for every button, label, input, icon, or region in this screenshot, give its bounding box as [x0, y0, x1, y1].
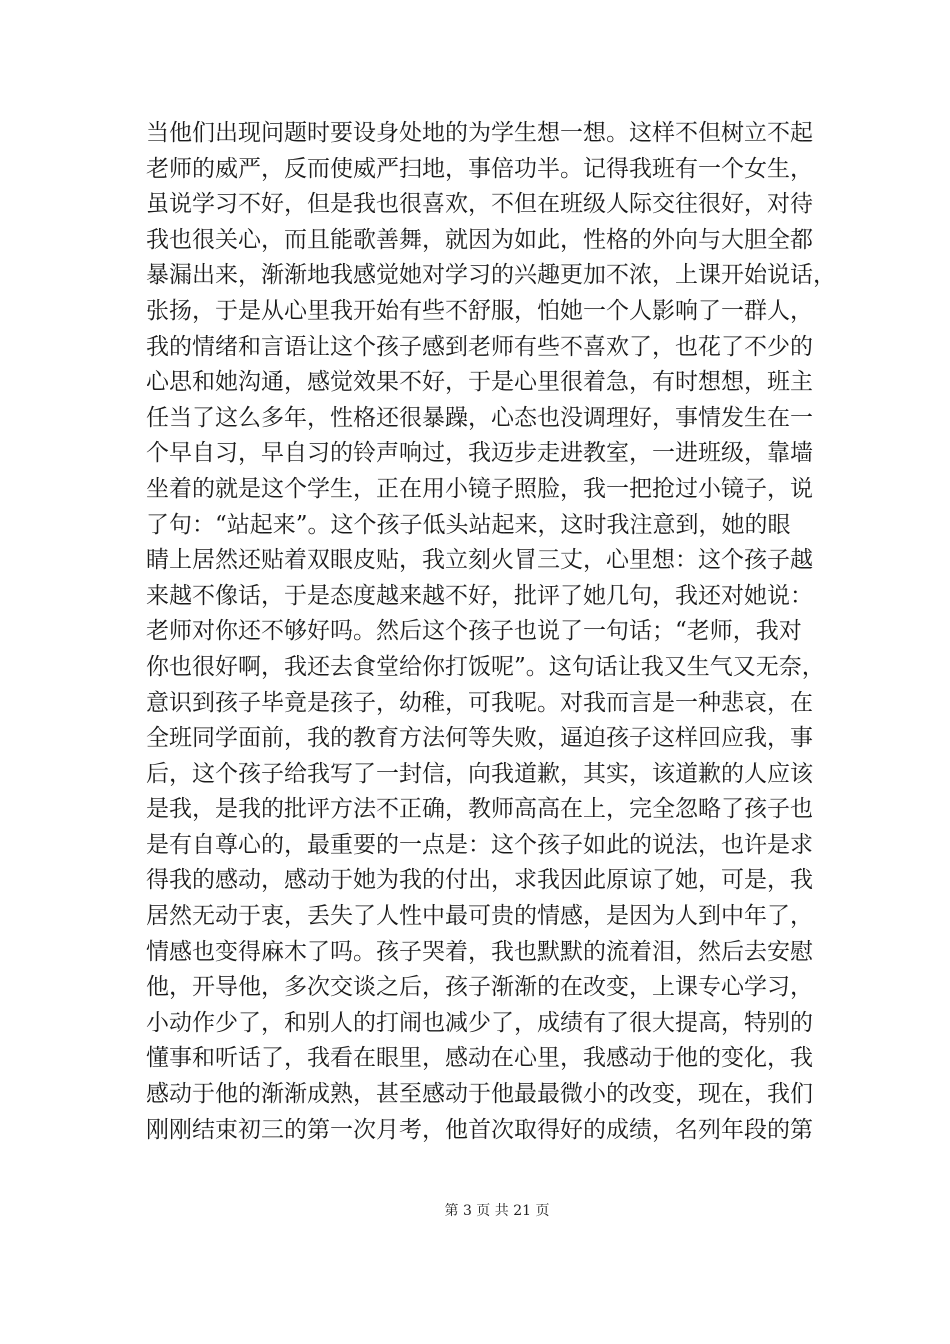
text-line: 老师的威严，反而使威严扫地，事倍功半。记得我班有一个女生， — [146, 155, 813, 182]
text-line: 居然无动于衷，丢失了人性中最可贵的情感，是因为人到中年了， — [146, 903, 813, 930]
text-line: 当他们出现问题时要设身处地的为学生想一想。这样不但树立不起 — [146, 120, 813, 146]
text-line: 小动作少了，和别人的打闹也减少了，成绩有了很大提高，特别的 — [146, 1009, 813, 1036]
text-line: 后，这个孩子给我写了一封信，向我道歉，其实，该道歉的人应该 — [146, 760, 813, 787]
text-line: 老师对你还不够好吗。然后这个孩子也说了一句话；“老师，我对 — [146, 618, 802, 645]
text-line: 得我的感动，感动于她为我的付出，求我因此原谅了她，可是，我 — [146, 867, 813, 894]
text-line: 来越不像话，于是态度越来越不好，批评了她几句，我还对她说： — [146, 582, 813, 609]
text-line: 任当了这么多年，性格还很暴躁，心态也没调理好，事情发生在一 — [146, 404, 813, 431]
text-line: 个早自习，早自习的铃声响过，我迈步走进教室，一进班级，靠墙 — [146, 440, 813, 467]
text-line: 懂事和听话了，我看在眼里，感动在心里，我感动于他的变化，我 — [146, 1045, 813, 1072]
text-line: 感动于他的渐渐成熟，甚至感动于他最最微小的改变，现在，我们 — [146, 1081, 813, 1108]
text-line: 我也很关心，而且能歌善舞，就因为如此，性格的外向与大胆全都 — [146, 226, 813, 253]
text-line: 虽说学习不好，但是我也很喜欢，不但在班级人际交往很好，对待 — [146, 191, 813, 218]
text-line: 暴漏出来，渐渐地我感觉她对学习的兴趣更加不浓，上课开始说话， — [146, 262, 836, 289]
text-line: 了句：“站起来”。这个孩子低头站起来，这时我注意到，她的眼 — [146, 511, 791, 538]
text-line: 是有自尊心的，最重要的一点是：这个孩子如此的说法，也许是求 — [146, 831, 813, 858]
text-line: 我的情绪和言语让这个孩子感到老师有些不喜欢了，也花了不少的 — [146, 333, 813, 360]
text-line: 情感也变得麻木了吗。孩子哭着，我也默默的流着泪，然后去安慰 — [146, 938, 813, 965]
text-line: 是我，是我的批评方法不正确，教师高高在上，完全忽略了孩子也 — [146, 796, 813, 823]
text-line: 意识到孩子毕竟是孩子，幼稚，可我呢。对我而言是一种悲哀，在 — [146, 689, 813, 716]
body-text — [146, 116, 836, 1148]
text-line: 坐着的就是这个学生，正在用小镜子照脸，我一把抢过小镜子，说 — [146, 475, 813, 502]
page-number-footer: 第 3 页 共 21 页 — [444, 1203, 550, 1219]
text-line: 刚刚结束初三的第一次月考，他首次取得好的成绩，名列年段的第 — [146, 1116, 813, 1143]
text-line: 全班同学面前，我的教育方法何等失败，逼迫孩子这样回应我，事 — [146, 725, 813, 752]
text-line: 他，开导他，多次交谈之后，孩子渐渐的在改变，上课专心学习， — [146, 974, 813, 1001]
text-line: 心思和她沟通，感觉效果不好，于是心里很着急，有时想想，班主 — [146, 369, 813, 396]
text-line: 张扬，于是从心里我开始有些不舒服，怕她一个人影响了一群人， — [146, 297, 813, 324]
text-line: 睛上居然还贴着双眼皮贴，我立刻火冒三丈，心里想：这个孩子越 — [146, 547, 813, 574]
text-line: 你也很好啊，我还去食堂给你打饭呢”。这句话让我又生气又无奈， — [146, 653, 825, 680]
